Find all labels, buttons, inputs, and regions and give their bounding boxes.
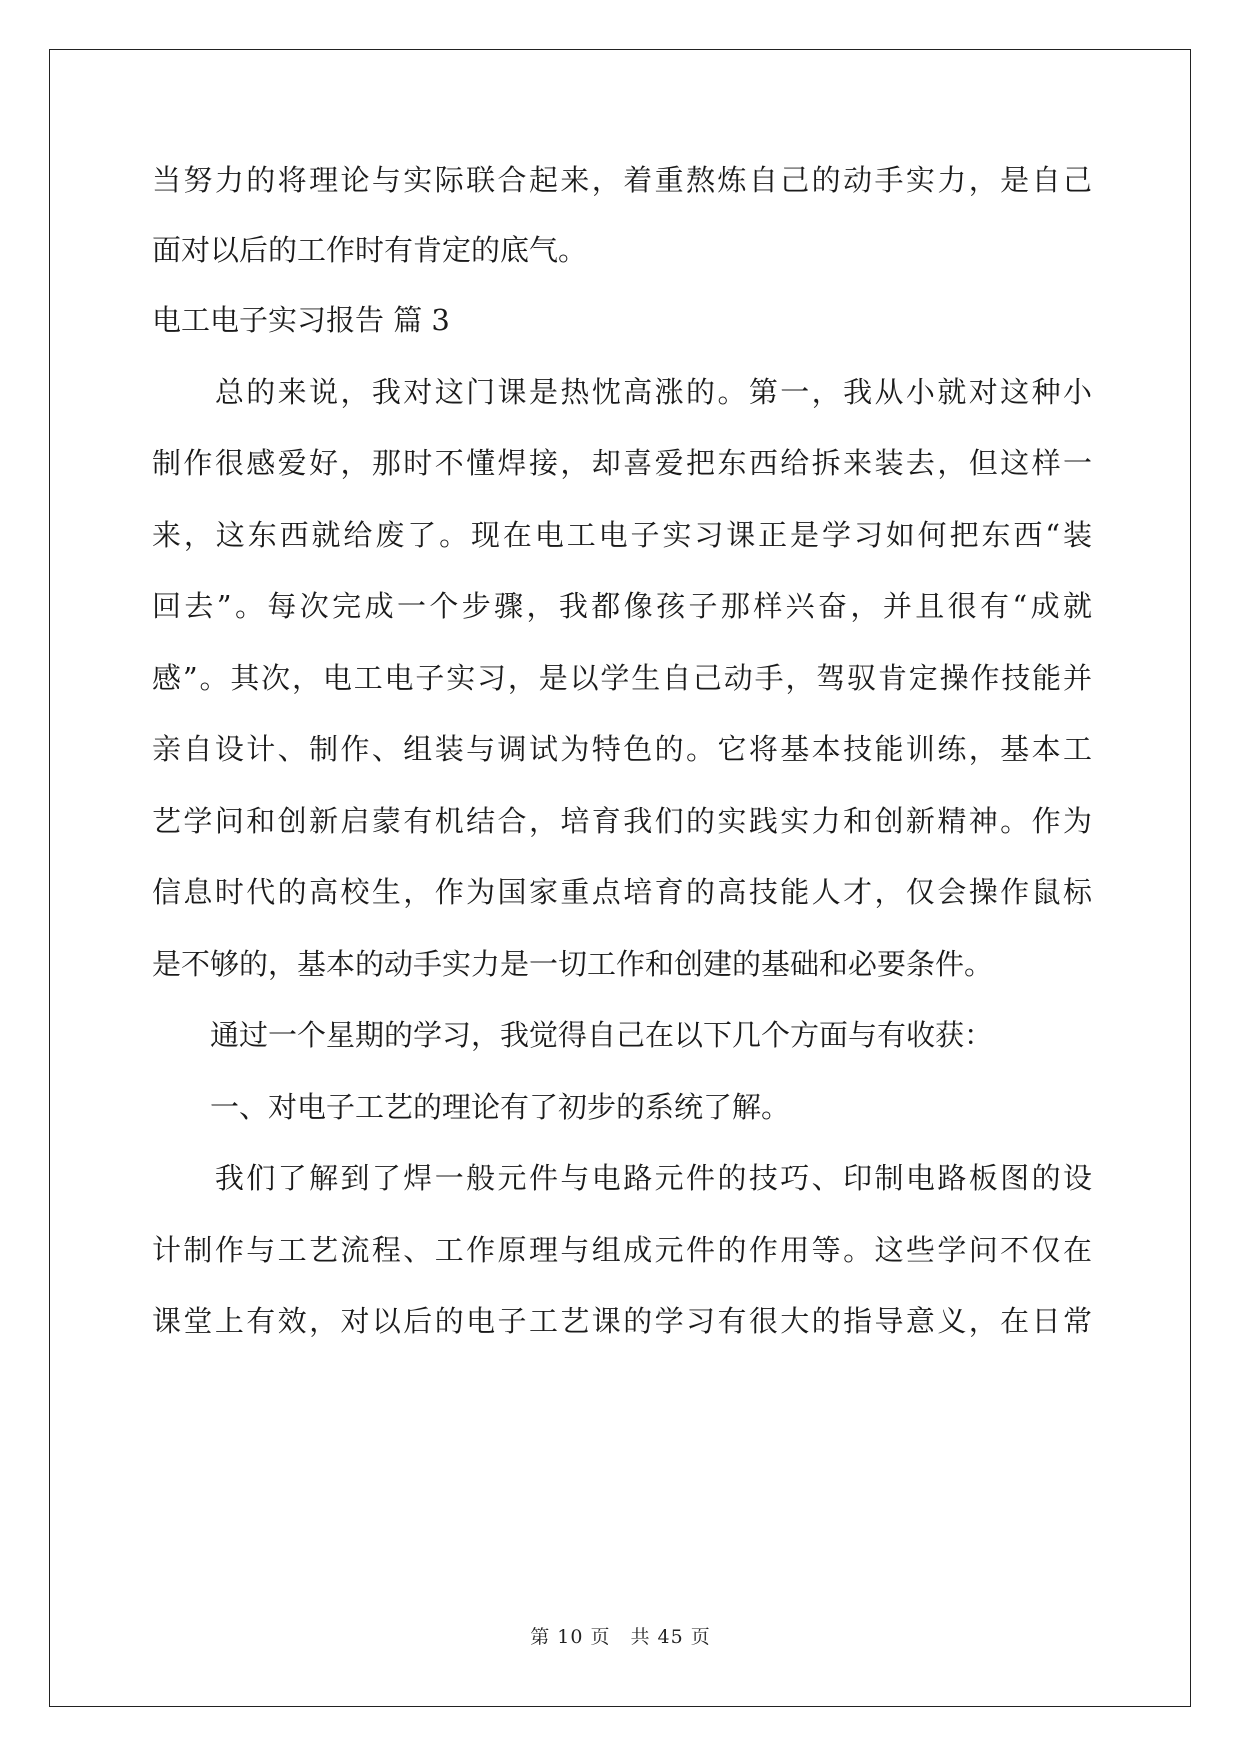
- text-line: 通过一个星期的学习，我觉得自己在以下几个方面与有收获：: [152, 1018, 994, 1052]
- text-line: 我们了解到了焊一般元件与电路元件的技巧、印制电路板图的设: [152, 1161, 1092, 1195]
- text-line: 面对以后的工作时有肯定的底气。: [152, 233, 588, 267]
- text-line: 一、对电子工艺的理论有了初步的系统了解。: [152, 1090, 791, 1124]
- text-line: 回去”。每次完成一个步骤，我都像孩子那样兴奋，并且很有“成就: [152, 589, 1092, 623]
- text-line: 总的来说，我对这门课是热忱高涨的。第一，我从小就对这种小: [152, 375, 1092, 409]
- text-line: 是不够的，基本的动手实力是一切工作和创建的基础和必要条件。: [152, 947, 994, 981]
- text-line: 信息时代的高校生，作为国家重点培育的高技能人才，仅会操作鼠标: [152, 875, 1092, 909]
- text-line: 当努力的将理论与实际联合起来，着重熬炼自己的动手实力，是自己: [152, 163, 1092, 197]
- text-line: 艺学问和创新启蒙有机结合，培育我们的实践实力和创新精神。作为: [152, 804, 1092, 838]
- text-line: 来，这东西就给废了。现在电工电子实习课正是学习如何把东西“装: [152, 518, 1092, 552]
- text-line: 课堂上有效，对以后的电子工艺课的学习有很大的指导意义，在日常: [152, 1304, 1092, 1338]
- text-line: 计制作与工艺流程、工作原理与组成元件的作用等。这些学问不仅在: [152, 1233, 1092, 1267]
- text-line: 制作很感爱好，那时不懂焊接，却喜爱把东西给拆来装去，但这样一: [152, 446, 1092, 480]
- page-number: 第 10 页 共 45 页: [530, 1626, 711, 1648]
- section-heading: 电工电子实习报告 篇 3: [152, 303, 450, 337]
- text-line: 感”。其次，电工电子实习，是以学生自己动手，驾驭肯定操作技能并: [152, 661, 1092, 695]
- text-line: 亲自设计、制作、组装与调试为特色的。它将基本技能训练，基本工: [152, 732, 1092, 766]
